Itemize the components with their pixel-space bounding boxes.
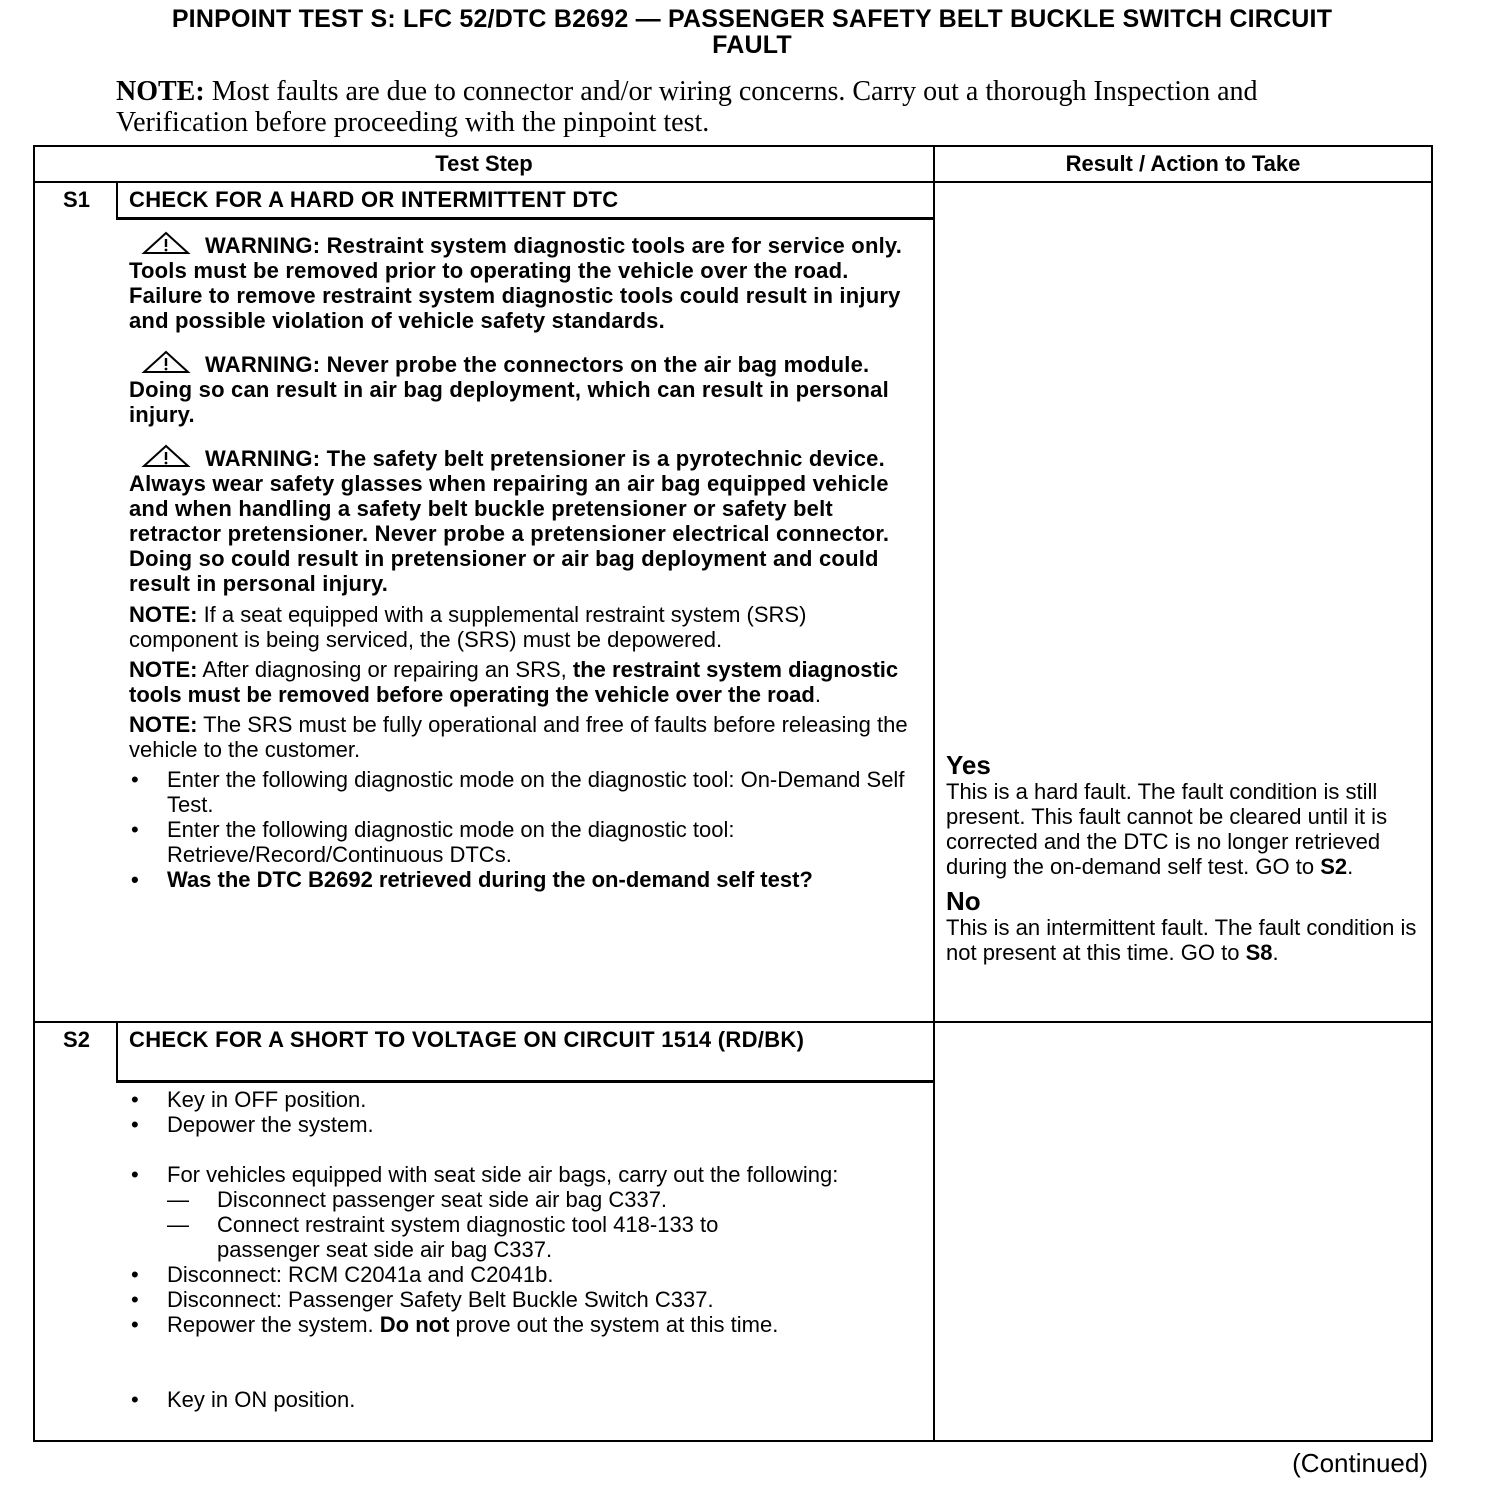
list-item-question: • Was the DTC B2692 retrieved during the on-demand self test? [129, 867, 919, 892]
list-item: • Disconnect: Passenger Safety Belt Buckle Switch C337. [129, 1287, 919, 1312]
note-remove-tools-bold: the restraint system diagnostic tools must be removed before operating the vehicle over the road [129, 657, 899, 707]
s2-body [129, 1087, 919, 1412]
page-title [0, 6, 1504, 58]
s2-title-divider [117, 1080, 933, 1083]
list-item: • Enter the following diagnostic mode on the diagnostic tool: On-Demand Self Test. [129, 767, 919, 817]
warning-triangle-icon [141, 231, 191, 255]
note-remove-tools-text: After diagnosing or repairing an SRS, [197, 657, 573, 682]
note-depower [129, 602, 919, 652]
note-remove-tools [129, 657, 919, 707]
warning-probe [129, 350, 919, 427]
note-label: NOTE: [129, 712, 198, 737]
note-srs-operational [129, 712, 919, 762]
result-yes-body: This is a hard fault. The fault condition is still present. This fault cannot be cleared until it is corrected and the DTC is no longer retrieved during the on-demand self test. GO to [946, 779, 1388, 879]
continued-label: (Continued) [1292, 1448, 1428, 1478]
note-label: NOTE: [129, 657, 198, 682]
result-no-body: This is an intermittent fault. The fault condition is not present at this time. GO to [946, 915, 1417, 965]
column-divider [933, 147, 935, 1440]
page-title-line2: FAULT [712, 31, 792, 59]
repower-text-end: prove out the system at this time. [449, 1312, 779, 1337]
header-result-action: Result / Action to Take [1065, 151, 1301, 176]
result-no-end: . [1272, 940, 1279, 965]
s1-title-divider [117, 217, 933, 220]
result-yes-text [946, 779, 1432, 879]
note-label: NOTE: [129, 602, 198, 627]
repower-bold: Do not [379, 1312, 450, 1337]
s1-body [129, 231, 919, 892]
note-remove-tools-end: . [814, 682, 821, 707]
result-no-label: No [946, 886, 981, 916]
step-title-s1: CHECK FOR A HARD OR INTERMITTENT DTC [129, 187, 619, 212]
list-item: • Key in ON position. [129, 1387, 919, 1412]
sub-list-item: — Disconnect passenger seat side air bag C337. [129, 1187, 919, 1212]
warning-triangle-icon [141, 444, 191, 468]
note-srs-operational-text: The SRS must be fully operational and free of faults before releasing the vehicle to the customer. [129, 712, 908, 762]
step-title-s2: CHECK FOR A SHORT TO VOLTAGE ON CIRCUIT 1514 (RD/BK) [129, 1027, 805, 1052]
header-divider [35, 181, 1431, 183]
lead-note-text: Most faults are due to connector and/or wiring concerns. Carry out a thorough Inspection and Verification before proceeding with the pinpoint test. [116, 76, 1258, 138]
repower-text: Repower the system. [167, 1312, 380, 1337]
warning-pretensioner-text: WARNING: The safety belt pretensioner is a pyrotechnic device. Always wear safety glasses when repairing an air bag equipped vehicle and when handling a safety belt buckle pretensioner or safety belt retractor pretensioner. Never probe a pretensioner electrical connector. Doing so could result in pretensioner or air bag deployment and could result in personal injury. [129, 446, 890, 596]
result-no-text [946, 915, 1432, 965]
note-depower-text: If a seat equipped with a supplemental restraint system (SRS) component is being serviced, the (SRS) must be depowered. [129, 602, 807, 652]
page-title-line1: PINPOINT TEST S: LFC 52/DTC B2692 — PASSENGER SAFETY BELT BUCKLE SWITCH CIRCUIT [171, 5, 1333, 33]
list-item: • Enter the following diagnostic mode on the diagnostic tool: Retrieve/Record/Continuous DTCs. [129, 817, 919, 867]
warning-tools [129, 231, 919, 333]
result-no-goto: S8 [1245, 940, 1273, 965]
result-yes-goto: S2 [1320, 854, 1348, 879]
result-yes-end: . [1347, 854, 1354, 879]
list-item [129, 1312, 919, 1337]
s1-result [946, 751, 1432, 965]
list-item: • For vehicles equipped with seat side air bags, carry out the following: [129, 1162, 887, 1187]
step-id-s2: S2 [63, 1027, 90, 1052]
result-yes-label: Yes [946, 750, 991, 780]
lead-note-label: NOTE: [116, 76, 205, 107]
warning-pretensioner [129, 444, 919, 596]
lead-note [116, 76, 1316, 138]
step-id-s1: S1 [63, 187, 90, 212]
warning-triangle-icon [141, 350, 191, 374]
warning-tools-text: WARNING: Restraint system diagnostic tools are for service only. Tools must be removed prior to operating the vehicle over the road. Failure to remove restraint system diagnostic tools could result in injury and possible violation of vehicle safety standards. [129, 233, 903, 333]
list-item: • Disconnect: RCM C2041a and C2041b. [129, 1262, 919, 1287]
warning-probe-text: WARNING: Never probe the connectors on the air bag module. Doing so can result in air bag deployment, which can result in personal injury. [129, 352, 889, 427]
list-item: • Key in OFF position. [129, 1087, 919, 1112]
pinpoint-test-table [33, 145, 1433, 1442]
list-item: • Depower the system. [129, 1112, 919, 1137]
sub-list-item: — Connect restraint system diagnostic tool 418-133 to passenger seat side air bag C337. [129, 1212, 827, 1262]
header-test-step: Test Step [435, 151, 533, 176]
s1-s2-divider [35, 1021, 1431, 1023]
